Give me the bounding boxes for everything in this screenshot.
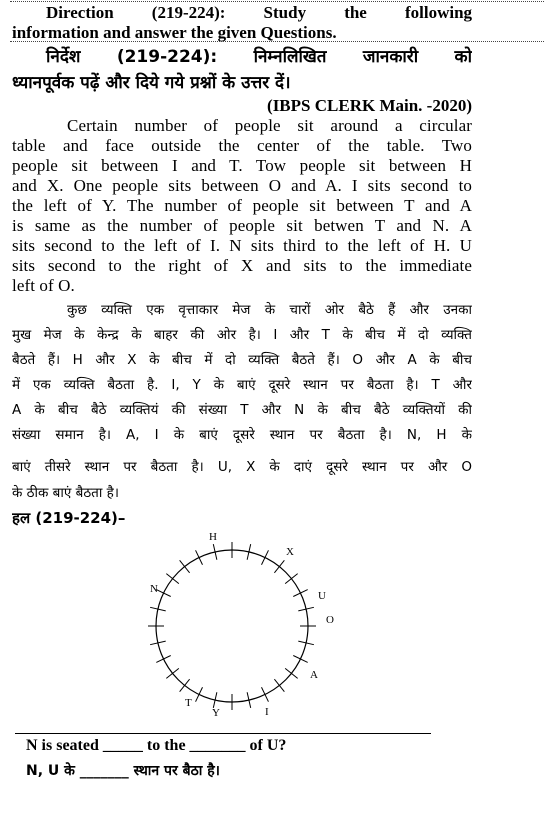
seat-tick — [180, 679, 190, 692]
seat-label-t: T — [185, 697, 192, 709]
seat-tick — [285, 574, 298, 584]
nirdesh-line-2: ध्यानपूर्वक पढ़ें और दिये गये प्रश्नों के उत्तर दें। — [12, 73, 291, 93]
seat-tick — [262, 550, 269, 564]
seat-tick — [293, 656, 307, 663]
direction-line-1 — [12, 3, 472, 23]
nirdesh-word: जानकारी — [362, 47, 419, 67]
seat-tick — [293, 590, 307, 597]
seat-label-u: U — [318, 590, 326, 602]
question-english: N is seated _____ to the _______ of U? — [26, 737, 287, 754]
nirdesh-word: निम्नलिखित — [253, 47, 327, 67]
english-line: the left of Y. The number of people sit between T and A — [12, 196, 472, 215]
nirdesh-word: (219-224): — [116, 47, 218, 67]
seat-tick — [166, 668, 179, 678]
hindi-line: मुख मेज के केन्द्र के बाहर की ओर है। I और T के बीच में दो व्यक्ति — [12, 327, 472, 343]
seat-tick — [196, 687, 203, 701]
seating-circle — [156, 550, 308, 702]
seat-ticks — [148, 542, 316, 710]
english-line: sits second to the left of I. N sits third to the left of H. U — [12, 236, 472, 255]
direction-word: (219-224): — [151, 3, 226, 22]
question-hindi: N, U के _______ स्थान पर बैठा है। — [26, 763, 220, 779]
question-top-rule — [15, 733, 431, 734]
seat-label-x: X — [286, 546, 294, 558]
seat-tick — [262, 687, 269, 701]
nirdesh-word: को — [454, 47, 472, 67]
seat-tick — [274, 679, 284, 692]
english-line: table and face outside the center of the table. Two — [12, 136, 472, 155]
seat-tick — [156, 656, 170, 663]
seat-label-a: A — [310, 669, 318, 681]
direction-word: Direction — [46, 3, 114, 22]
hindi-line: में एक व्यक्ति बैठता है. I, Y के बाएं दूसरे स्थान पर बैठता है। T और — [12, 377, 472, 393]
hindi-line: बैठते हैं। H और X के बीच में दो व्यक्ति बैठते हैं। O और A के बीच — [12, 352, 472, 368]
seat-label-n: N — [150, 583, 158, 595]
hindi-line: संख्या समान है। A, I के बाएं दूसरे स्थान पर बैठता है। N, H के — [12, 427, 472, 443]
hindi-line: A के बीच बैठे व्यक्तियं की संख्या T और N के बीच बैठे व्यक्तियों की — [12, 402, 472, 418]
english-line: left of O. — [12, 276, 75, 295]
direction-word: the — [344, 3, 367, 22]
english-line: people sit between I and T. Tow people sit between H — [12, 156, 472, 175]
english-line: is same as the number of people sit betwen T and N. A — [12, 216, 472, 235]
seat-tick — [166, 574, 179, 584]
seat-label-y: Y — [212, 707, 220, 719]
nirdesh-word: निर्देश — [46, 47, 81, 67]
solution-heading: हल (219-224)– — [12, 509, 126, 527]
exam-source: (IBPS CLERK Main. -2020) — [267, 96, 472, 115]
seat-tick — [285, 668, 298, 678]
seat-tick — [156, 590, 170, 597]
direction-word: Study — [263, 3, 307, 22]
seat-tick — [196, 550, 203, 564]
seat-label-h: H — [209, 531, 217, 543]
direction-line-2: information and answer the given Questions. — [12, 23, 337, 42]
table-circle — [156, 550, 308, 702]
top-dotted-rule — [10, 1, 544, 2]
seat-tick — [180, 560, 190, 573]
seat-label-i: I — [265, 706, 269, 718]
middle-dotted-rule — [10, 41, 544, 42]
seating-diagram — [140, 528, 350, 723]
seat-label-o: O — [326, 614, 334, 626]
english-line: Certain number of people sit around a circular — [67, 116, 472, 135]
seat-tick — [274, 560, 284, 573]
hindi-line: कुछ व्यक्ति एक वृत्ताकार मेज के चारों ओर बैठे हैं और उनका — [67, 302, 472, 318]
direction-word: following — [404, 3, 472, 22]
english-line: sits second to the right of X and sits to the immediate — [12, 256, 472, 275]
hindi-line: बाएं तीसरे स्थान पर बैठता है। U, X के दाएं दूसरे स्थान पर और O — [12, 459, 472, 475]
nirdesh-line-1 — [12, 44, 472, 67]
hindi-line: के ठीक बाएं बैठता है। — [12, 485, 119, 501]
english-line: and X. One people sits between O and A. I sits second to — [12, 176, 472, 195]
